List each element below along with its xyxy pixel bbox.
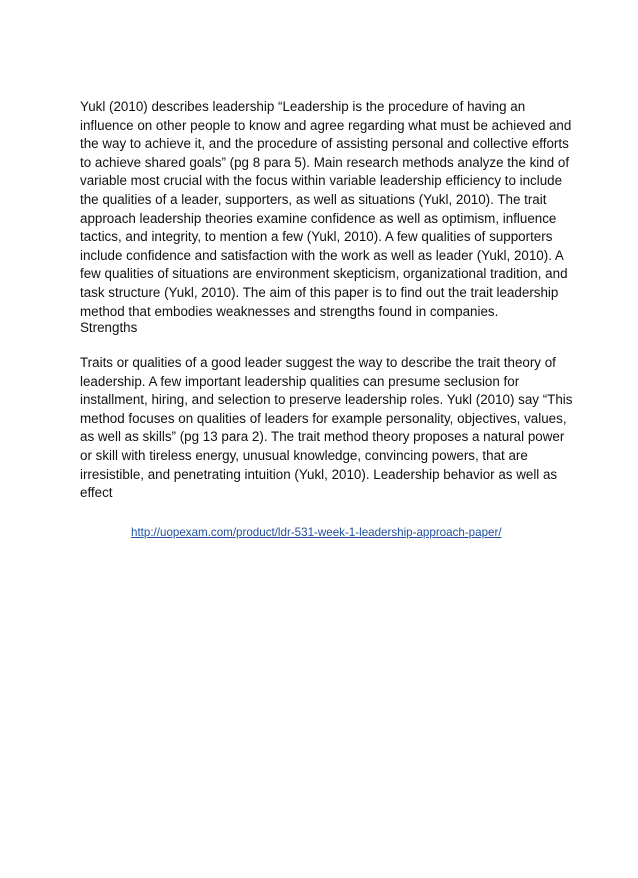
- text-line: installment, hiring, and selection to preserve leadership roles. Yukl (2010) say “This: [80, 392, 573, 408]
- text-line: include confidence and satisfaction with the work as well as leader (Yukl, 2010). A: [80, 247, 564, 263]
- text-line: task structure (Yukl, 2010). The aim of this paper is to find out the trait leadership: [80, 284, 559, 300]
- text-line: influence on other people to know and agree regarding what must be achieved and: [80, 117, 572, 133]
- text-line: Traits or qualities of a good leader suggest the way to describe the trait theory of: [80, 355, 556, 370]
- section-heading-strengths: [80, 319, 570, 338]
- text-line: method that embodies weaknesses and strengths found in companies.: [80, 303, 499, 319]
- text-line: the qualities of a leader, supporters, as well as situations (Yukl, 2010). The trait: [80, 191, 547, 207]
- text-line: effect: [80, 485, 113, 501]
- text-line: leadership. A few important leadership qualities can presume seclusion for: [80, 373, 520, 389]
- text-line: the way to achieve it, and the procedure of assisting personal and collective efforts: [80, 136, 569, 152]
- text-line: few qualities of situations are environment skepticism, organizational tradition, and: [80, 266, 568, 282]
- text-line: variable most crucial with the focus within variable leadership efficiency to include: [80, 173, 563, 189]
- text-line: or skill with tireless energy, unusual knowledge, convincing powers, that are: [80, 447, 528, 463]
- paragraph-introduction: [80, 98, 570, 321]
- paragraph-strengths: [80, 354, 573, 503]
- text-line: as well as skills” (pg 13 para 2). The trait method theory proposes a natural power: [80, 429, 565, 445]
- text-line: Yukl (2010) describes leadership “Leadership is the procedure of having an: [80, 99, 526, 114]
- heading-text: Strengths: [80, 320, 138, 335]
- text-line: approach leadership theories examine confidence as well as optimism, influence: [80, 210, 557, 226]
- text-line: to achieve shared goals” (pg 8 para 5). Main research methods analyze the kind of: [80, 154, 570, 170]
- text-line: tactics, and integrity, to mention a few (Yukl, 2010). A few qualities of supporters: [80, 229, 553, 245]
- text-line: irresistible, and penetrating intuition (Yukl, 2010). Leadership behavior as well as: [80, 466, 558, 482]
- text-line: method focuses on qualities of leaders for example personality, objectives, values,: [80, 410, 567, 426]
- product-link[interactable]: http://uopexam.com/product/ldr-531-week-1-leadership-approach-paper/: [131, 526, 502, 539]
